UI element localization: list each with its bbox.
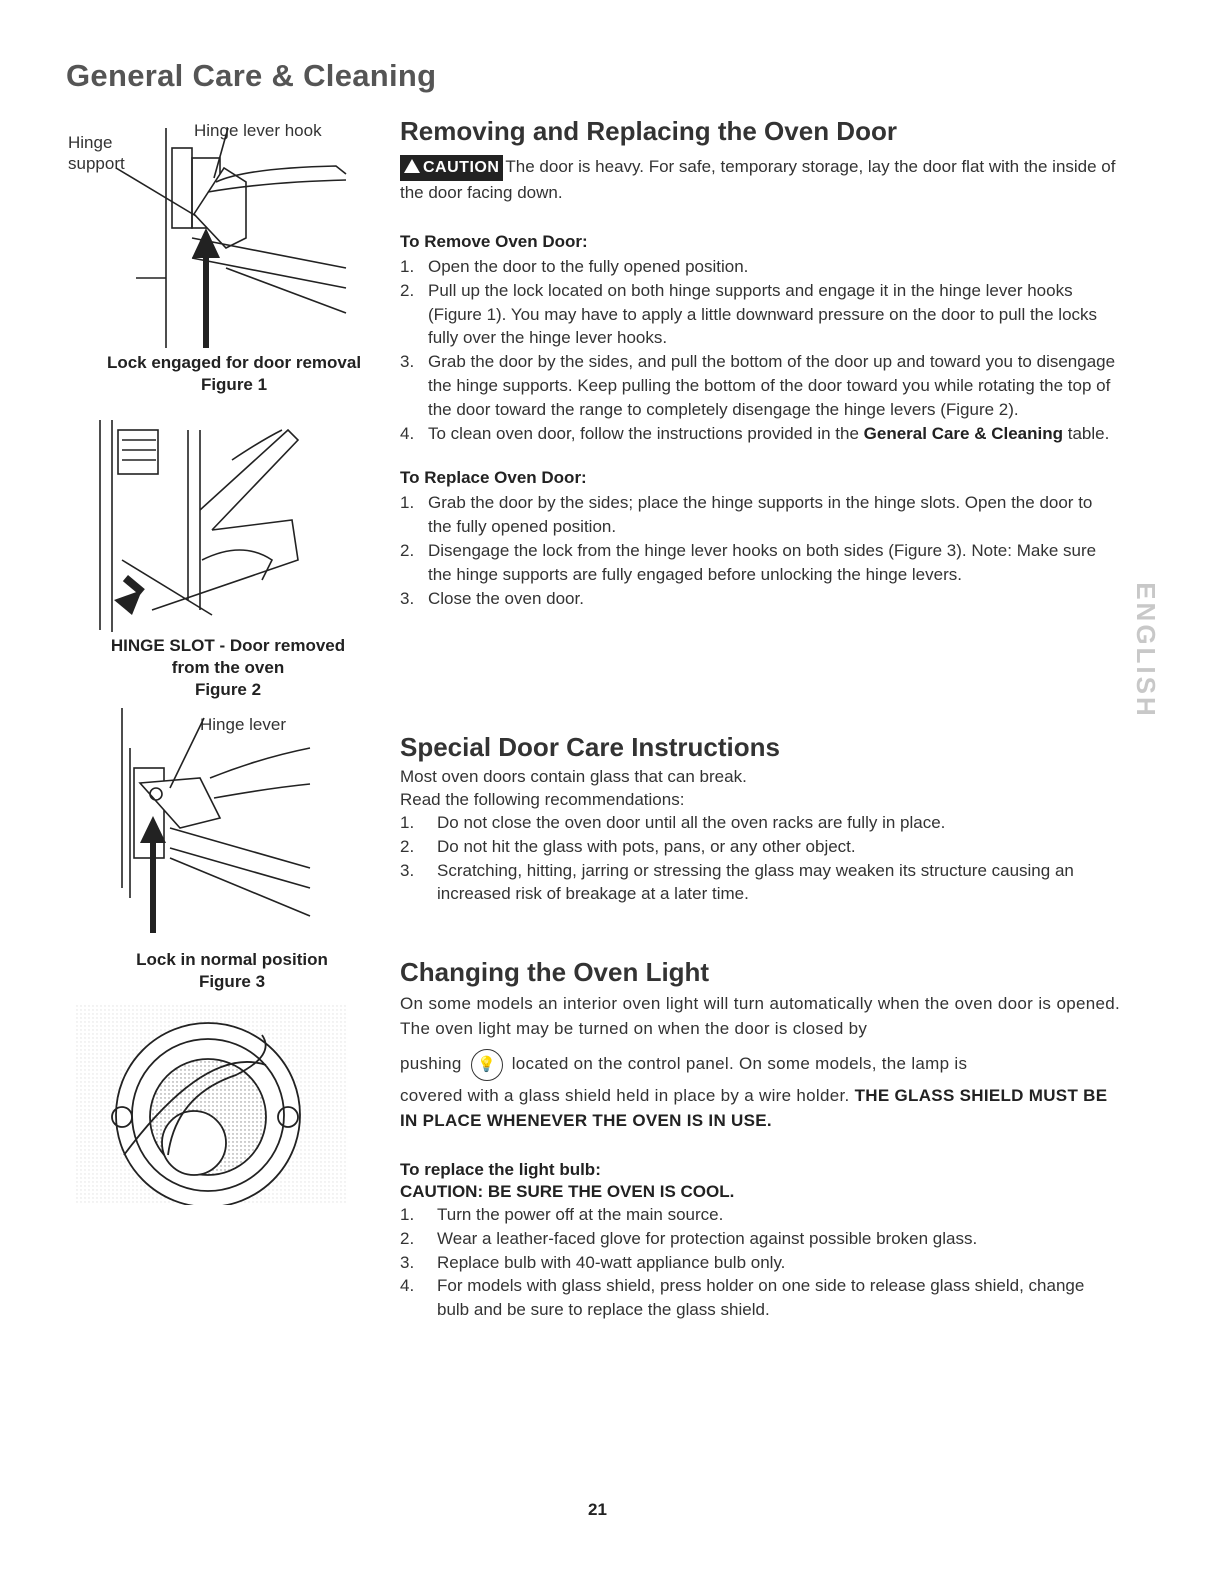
section-heading: Special Door Care Instructions: [400, 732, 780, 762]
list-text: Grab the door by the sides; place the hinge supports in the hinge slots. Open the door to the fully opened position.: [428, 493, 1093, 537]
replace-steps: [400, 491, 1120, 610]
side-tab-label: ENGLISH: [1130, 581, 1161, 719]
list-text: table.: [1063, 423, 1110, 443]
lightbulb-icon: 💡: [471, 1049, 503, 1081]
list-text: Scratching, hitting, jarring or stressing the glass may weaken its structure causing an increased risk of breakage at a later time.: [437, 860, 1074, 904]
list-number: 2.: [400, 540, 415, 560]
list-item: [400, 835, 1120, 859]
list-text: Do not hit the glass with pots, pans, or any other object.: [437, 836, 856, 856]
list-text: Close the oven door.: [428, 588, 584, 608]
paragraph: Read the following recommendations:: [400, 790, 685, 809]
caption-line: Lock engaged for door removal: [106, 353, 362, 372]
caption-line: from the oven: [171, 658, 285, 677]
list-number: 1.: [400, 257, 415, 276]
list-text-bold: General Care & Cleaning: [863, 423, 1063, 443]
caution-label: CAUTION: [423, 159, 500, 176]
list-item: [400, 1227, 1120, 1251]
list-text: To clean oven door, follow the instructions provided in the: [428, 423, 864, 443]
section-special-care: [400, 732, 1120, 906]
remove-subheading: To Remove Oven Door:: [400, 232, 588, 251]
list-text: Do not close the oven door until all the oven racks are fully in place.: [437, 813, 946, 832]
page-title: General Care & Cleaning: [66, 58, 437, 93]
list-number: 2.: [400, 1228, 415, 1248]
list-item: [400, 811, 1120, 835]
caption-line: Figure 3: [198, 972, 266, 991]
paragraph-text: located on the control panel. On some models, the lamp is: [511, 1054, 968, 1073]
caption-line: HINGE SLOT - Door removed: [110, 636, 346, 655]
list-item: [400, 587, 1120, 611]
list-text: Wear a leather-faced glove for protection against possible broken glass.: [437, 1228, 978, 1248]
list-number: 3.: [400, 352, 415, 372]
list-text: For models with glass shield, press holder on one side to release glass shield, change bulb and be sure to replace the glass shield.: [437, 1276, 1085, 1320]
section-remove-replace: [400, 116, 1120, 610]
paragraph: [400, 1083, 1120, 1133]
oven-light-diagram: [76, 1005, 346, 1205]
list-number: 1.: [400, 493, 415, 513]
list-item: [400, 255, 1120, 279]
special-care-steps: [400, 811, 1120, 906]
caution-text: The door is heavy. For safe, temporary storage, lay the door flat with the inside of the door facing down.: [400, 157, 1116, 202]
replace-bulb-subheading: To replace the light bulb:: [400, 1160, 601, 1179]
caption-line: Figure 2: [194, 680, 262, 699]
list-item: [400, 1203, 1120, 1227]
caution-badge: [400, 155, 503, 181]
paragraph: On some models an interior oven light will turn automatically when the oven door is opened. The oven light may be turned on when the door is closed by: [400, 994, 1120, 1038]
figure-3-caption: [82, 949, 382, 993]
paragraph-text: covered with a glass shield held in place by a wire holder.: [400, 1086, 850, 1105]
paragraph: Most oven doors contain glass that can break.: [400, 767, 747, 786]
list-item: [400, 1274, 1120, 1322]
list-item: [400, 1251, 1120, 1275]
remove-steps: [400, 255, 1120, 445]
list-number: 1.: [400, 813, 415, 832]
list-number: 2.: [400, 836, 415, 856]
list-item: [400, 491, 1120, 539]
figure-2-diagram: [92, 410, 302, 632]
figure-1-caption: [84, 352, 384, 396]
list-text: Turn the power off at the main source.: [437, 1205, 724, 1224]
figure-1-diagram: [96, 118, 376, 348]
list-item: [400, 279, 1120, 350]
section-oven-light: [400, 957, 1120, 1322]
list-number: 2.: [400, 280, 415, 300]
list-text: Pull up the lock located on both hinge supports and engage it in the hinge lever hooks (Figure 1). You may have to apply a little downward pressure on the door to pull the locks fully over the hinge lever hooks.: [428, 280, 1098, 348]
list-number: 3.: [400, 588, 415, 608]
page-number: 21: [588, 1500, 607, 1519]
paragraph-bold: THE GLASS SHIELD MUST BE IN PLACE WHENEVER THE OVEN IS IN USE.: [400, 1086, 1108, 1130]
list-item: [400, 859, 1120, 907]
section-heading: Changing the Oven Light: [400, 957, 710, 987]
list-number: 4.: [400, 423, 415, 443]
list-text: Open the door to the fully opened position.: [428, 257, 749, 276]
callout-hinge-lever: Hinge lever: [200, 715, 286, 734]
paragraph-text: pushing: [400, 1054, 462, 1073]
list-number: 1.: [400, 1205, 415, 1224]
figure-2-caption: [78, 635, 378, 701]
caption-line: Lock in normal position: [136, 950, 328, 969]
figure-3-diagram: [110, 708, 320, 938]
list-text: Grab the door by the sides, and pull the bottom of the door up and toward you to disengage the hinge supports. Keep pulling the bottom of the door toward you while rotating the top of the door toward the range to completely disengage the hinge levers (Figure 2).: [428, 352, 1116, 419]
list-text: Replace bulb with 40-watt appliance bulb only.: [437, 1252, 786, 1272]
list-number: 3.: [400, 860, 415, 880]
caution-paragraph: [400, 155, 1120, 205]
list-number: 4.: [400, 1276, 415, 1296]
replace-subheading: To Replace Oven Door:: [400, 468, 587, 488]
list-item: [400, 350, 1120, 421]
section-heading: Removing and Replacing the Oven Door: [400, 116, 897, 146]
list-item: [400, 539, 1120, 587]
list-text: Disengage the lock from the hinge lever hooks on both sides (Figure 3). Note: Make sure the hinge supports are fully engaged before unlocking the hinge levers.: [428, 540, 1097, 584]
paragraph: [400, 1047, 1120, 1081]
caption-line: Figure 1: [200, 375, 268, 394]
oven-light-steps: [400, 1203, 1120, 1322]
list-item: [400, 422, 1120, 446]
list-number: 3.: [400, 1252, 415, 1272]
language-side-tab: [1128, 582, 1162, 718]
caution-line: CAUTION: BE SURE THE OVEN IS COOL.: [400, 1182, 735, 1201]
warning-icon: [404, 159, 420, 173]
callout-hinge-lever-hook: Hinge lever hook: [194, 121, 322, 140]
callout-hinge-support: Hinge support: [68, 133, 125, 173]
